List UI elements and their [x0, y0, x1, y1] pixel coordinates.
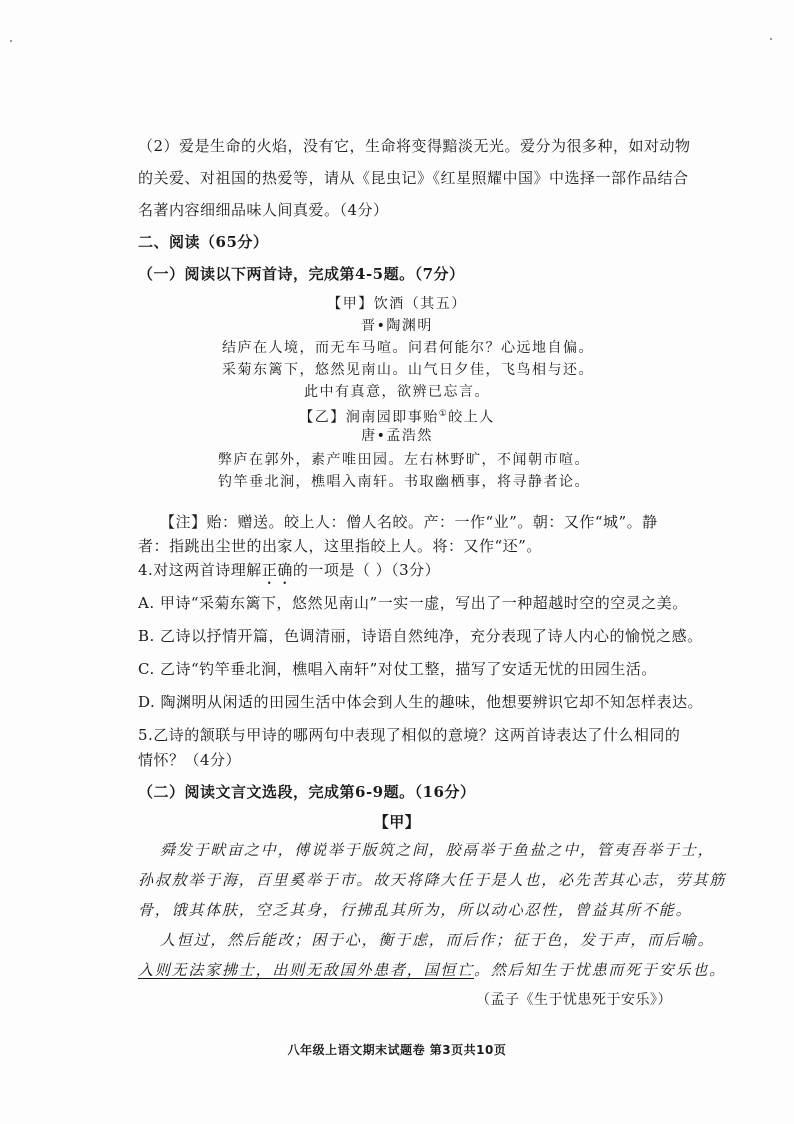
poem-a-author: 晋•陶渊明 [361, 318, 433, 334]
q4-stem [138, 560, 440, 588]
footnote-marker: ① [438, 409, 449, 419]
classical-line: 舜发于畎亩之中，傅说举于版筑之间，胶鬲举于鱼盐之中，管夷吾举于士， [160, 841, 715, 859]
poem-a-title: 【甲】饮酒（其五） [327, 296, 467, 312]
classical-label: 【甲】 [373, 813, 421, 831]
classical-line-rest: 。然后知生于忧患而死于安乐也。 [474, 961, 727, 979]
q4-option-c: C. 乙诗“钓竿垂北涧，樵唱入南轩”对仗工整，描写了安适无忧的田园生活。 [138, 660, 657, 678]
classical-line: 人恒过，然后能改；困于心，衡于虑，而后作；征于色，发于声，而后喻。 [160, 931, 715, 949]
q4-option-a: A. 甲诗“采菊东篱下，悠然见南山”一实一虚，写出了一种超越时空的空灵之美。 [138, 594, 688, 612]
poem-b-title [0, 404, 794, 428]
poem-b-author: 唐•孟浩然 [361, 428, 433, 444]
classical-source: （孟子《生于忧患死于安乐》） [476, 992, 672, 1008]
q2-text-line2: 的关爱、对祖国的热爱等，请从《昆虫记》《红星照耀中国》中选择一部作品结合 [138, 169, 689, 187]
poem-a-line: 采菊东篱下，悠然见南山。山气日夕佳，飞鸟相与还。 [222, 362, 594, 378]
note-line2: 者：指跳出尘世的出家人，这里指皎上人。将：又作“还”。 [138, 537, 542, 555]
part2-title: （二）阅读文言文选段，完成第6-9题。（16分） [138, 783, 476, 801]
poem-a-line: 结庐在人境，而无车马喧。问君何能尔？心远地自偏。 [222, 340, 594, 356]
poem-b-line: 弊庐在郭外，素产唯田园。左右林野旷，不闻朝市喧。 [218, 452, 590, 468]
page-footer: 八年级上语文期末试题卷 第3页共10页 [287, 1043, 507, 1057]
scan-speck [10, 40, 12, 42]
poem-a-line: 此中有真意，欲辨已忘言。 [304, 384, 490, 400]
q4-stem-text: 的一项是（ ）（3分） [292, 561, 441, 579]
q2-text-line1: （2）爱是生命的火焰，没有它，生命将变得黯淡无光。爱分为很多种，如对动物 [138, 137, 691, 155]
scan-speck [770, 38, 772, 40]
classical-line: 骨，饿其体肤，空乏其身，行拂乱其所为，所以动心忍性，曾益其所不能。 [138, 901, 693, 919]
poem-b-line: 钓竿垂北涧，樵唱入南轩。书取幽栖事，将寻静者论。 [218, 474, 590, 490]
underlined-sentence: 入则无法家拂士，出则无敌国外患者，国恒亡 [138, 961, 475, 979]
q2-text-line3: 名著内容细细品味人间真爱。（4分） [138, 201, 389, 219]
poem-b-title-text: 【乙】涧南园即事贻 [299, 409, 439, 426]
note-line1: 【注】贻：赠送。皎上人：僧人名皎。产：一作“业”。朝：又作“城”。静 [160, 513, 658, 531]
q5-text-line1: 5.乙诗的颔联与甲诗的哪两句中表现了相似的意境？这两首诗表达了什么相同的 [138, 726, 681, 744]
classical-line: 孙叔敖举于海，百里奚举于市。故天将降大任于是人也，必先苦其心志，劳其筋 [138, 871, 727, 889]
part1-title: （一）阅读以下两首诗，完成第4-5题。（7分） [138, 265, 465, 283]
q5-text-line2: 情怀？（4分） [138, 751, 242, 769]
section-title-reading: 二、阅读（65分） [138, 233, 269, 251]
q4-stem-emphasis: 正确 [261, 561, 293, 579]
classical-line-last [138, 960, 726, 980]
q4-option-d: D. 陶渊明从闲适的田园生活中体会到人生的趣味，他想要辨识它却不知怎样表达。 [138, 693, 704, 711]
q4-option-b: B. 乙诗以抒情开篇，色调清丽，诗语自然纯净，充分表现了诗人内心的愉悦之感。 [138, 627, 703, 645]
q4-stem-text: 4.对这两首诗理解 [138, 561, 262, 579]
poem-b-title-text: 皎上人 [448, 409, 495, 426]
